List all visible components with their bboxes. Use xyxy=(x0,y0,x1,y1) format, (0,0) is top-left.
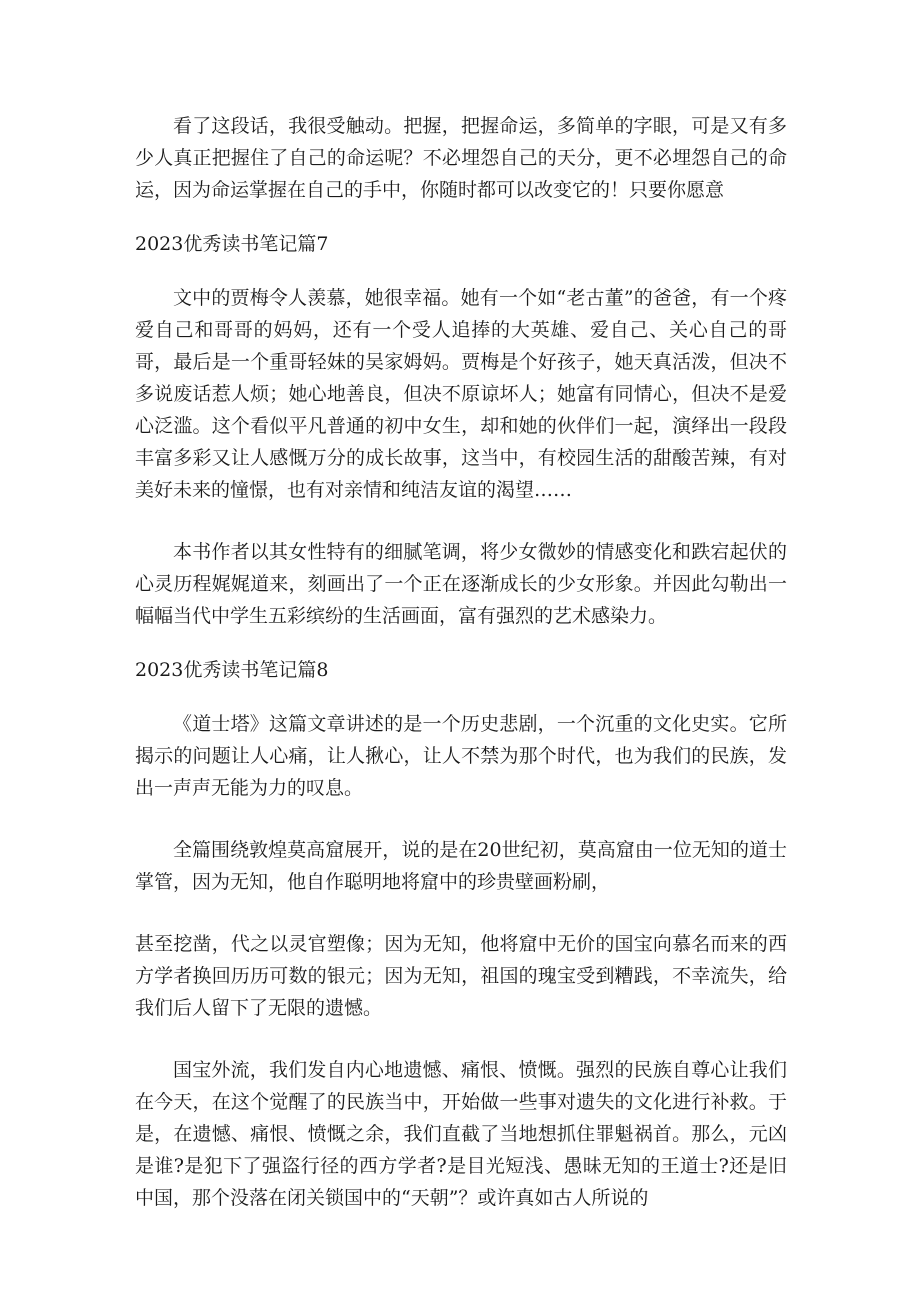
paragraph-6: 甚至挖凿，代之以灵官塑像；因为无知，他将窟中无价的国宝向慕名而来的西方学者换回历历可数的银元；因为无知，祖国的瑰宝受到糟践，不幸流失，给我们后人留下了无限的遗憾。 xyxy=(135,933,787,1019)
section-heading-8: 2023优秀读书笔记篇8 xyxy=(135,659,329,681)
paragraph-5: 全篇围绕敦煌莫高窟展开，说的是在20世纪初，莫高窟由一位无知的道士掌管，因为无知，他自作聪明地将窟中的珍贵壁画粉刷， xyxy=(135,839,787,893)
paragraph-7: 国宝外流，我们发自内心地遗憾、痛恨、愤慨。强烈的民族自尊心让我们在今天，在这个觉醒了的民族当中，开始做一些事对遗失的文化进行补救。于是，在遗憾、痛恨、愤慨之余，我们直截了当地想抓住罪魁祸首。那么，元凶是谁?是犯下了强盗行径的西方学者?是目光短浅、愚昧无知的王道士?还是旧中国，那个没落在闭关锁国中的“天朝”？或许真如古人所说的 xyxy=(135,1059,787,1209)
paragraph-2: 文中的贾梅令人羡慕，她很幸福。她有一个如“老古董”的爸爸，有一个疼爱自己和哥哥的妈妈，还有一个受人追捧的大英雄、爱自己、关心自己的哥哥，最后是一个重哥轻妹的吴家姆妈。贾梅是个好孩子，她天真活泼，但决不多说废话惹人烦；她心地善良，但决不原谅坏人；她富有同情心，但决不是爱心泛滥。这个看似平凡普通的初中女生，却和她的伙伴们一起，演绎出一段段丰富多彩又让人感慨万分的成长故事，这当中，有校园生活的甜酸苦辣，有对美好未来的憧憬，也有对亲情和纯洁友谊的渴望…… xyxy=(135,287,787,501)
paragraph-4: 《道士塔》这篇文章讲述的是一个历史悲剧，一个沉重的文化史实。它所揭示的问题让人心痛，让人揪心，让人不禁为那个时代，也为我们的民族，发出一声声无能为力的叹息。 xyxy=(135,713,787,799)
section-heading-7: 2023优秀读书笔记篇7 xyxy=(135,233,329,255)
paragraph-3: 本书作者以其女性特有的细腻笔调，将少女微妙的情感变化和跌宕起伏的心灵历程娓娓道来，刻画出了一个正在逐渐成长的少女形象。并因此勾勒出一幅幅当代中学生五彩缤纷的生活画面，富有强烈的艺术感染力。 xyxy=(135,541,787,627)
paragraph-1: 看了这段话，我很受触动。把握，把握命运，多简单的字眼，可是又有多少人真正把握住了自己的命运呢？不必埋怨自己的天分，更不必埋怨自己的命运，因为命运掌握在自己的手中，你随时都可以改变它的！只要你愿意 xyxy=(135,115,787,201)
document-body xyxy=(135,110,787,1214)
